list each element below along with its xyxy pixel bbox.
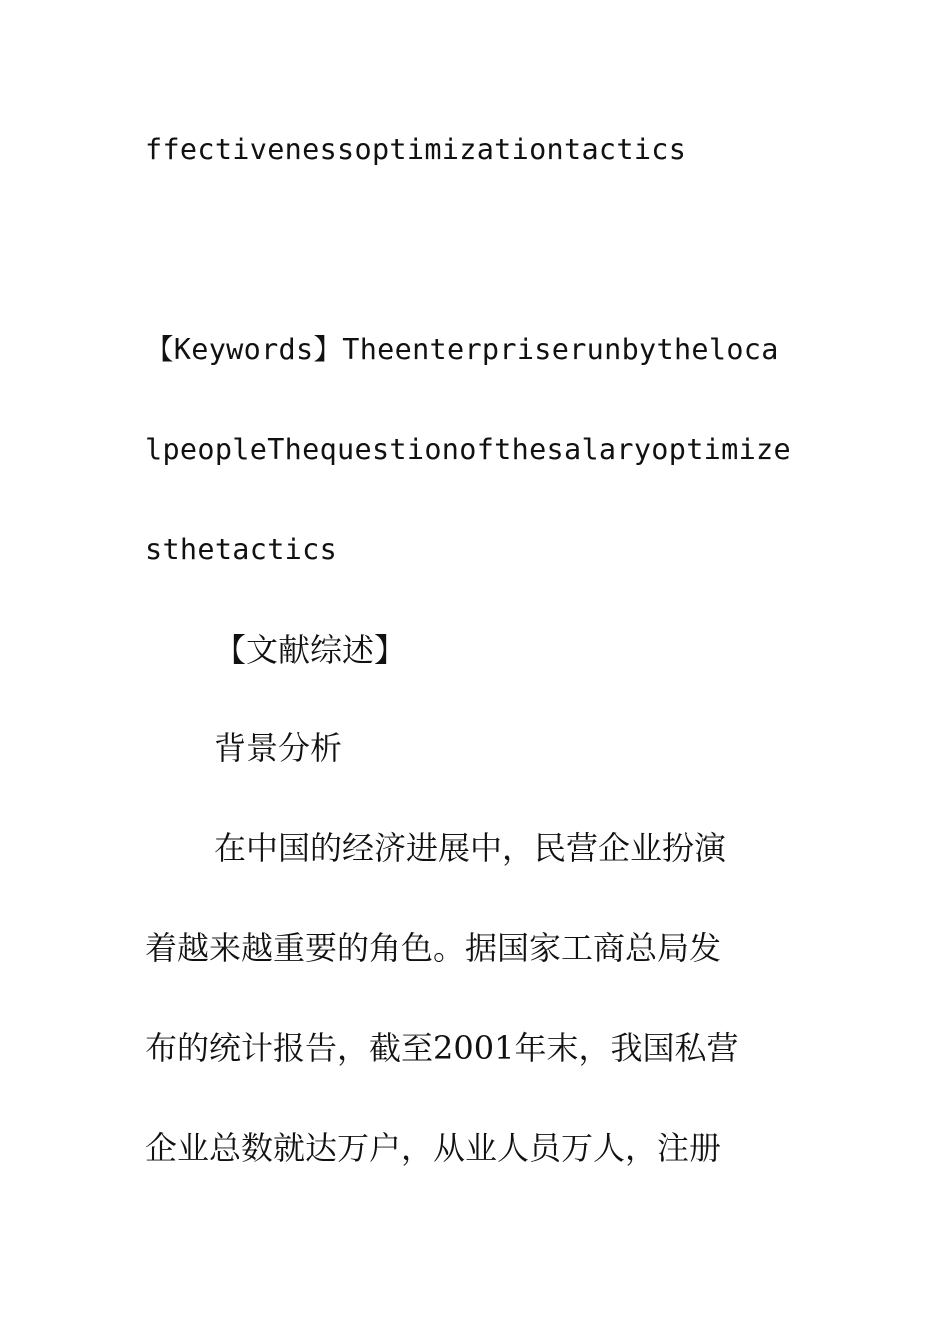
paragraph-line-2: 着越来越重要的角色。据国家工商总局发	[145, 929, 722, 967]
paragraph-line-1: 在中国的经济进展中，民营企业扮演	[214, 829, 727, 867]
keywords-line-2: lpeopleThequestionofthesalaryoptimize	[145, 433, 791, 466]
english-title-fragment: ffectivenessoptimizationtactics	[145, 133, 687, 166]
paragraph-line-4: 企业总数就达万户，从业人员万人，注册	[145, 1129, 722, 1167]
literature-review-heading: 【文献综述】	[214, 631, 407, 669]
keywords-line-1: 【Keywords】Theenterpriserunbytheloca	[145, 333, 779, 366]
keywords-line-3: sthetactics	[145, 533, 338, 566]
paragraph-line-3: 布的统计报告，截至2001年末，我国私营	[145, 1029, 739, 1067]
background-analysis-subheading: 背景分析	[214, 729, 343, 767]
